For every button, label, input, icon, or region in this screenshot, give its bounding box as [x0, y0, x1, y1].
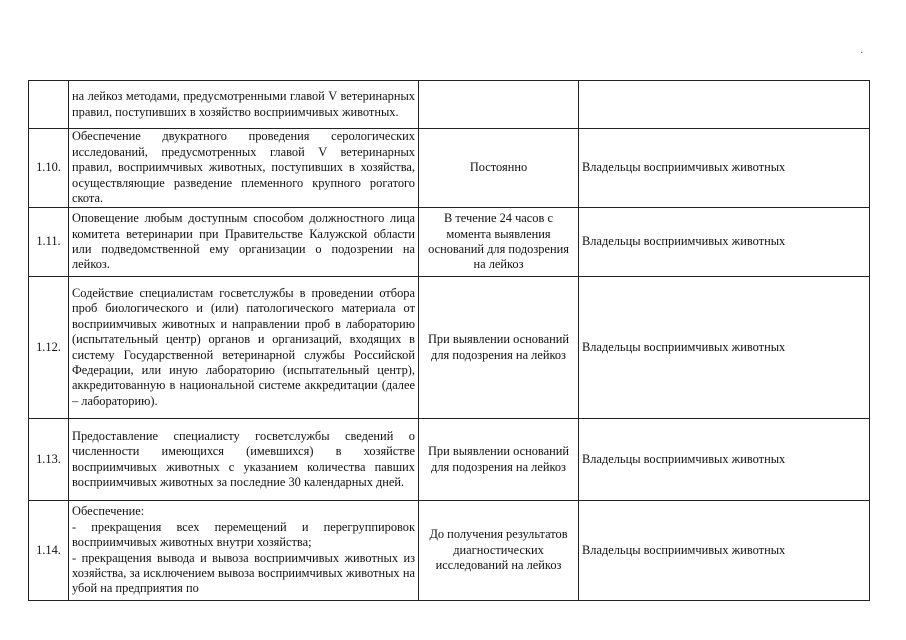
measures-table	[28, 80, 870, 601]
table-row	[29, 501, 870, 601]
row-number: 1.11.	[29, 208, 69, 277]
table-row	[29, 208, 870, 277]
row-number: 1.10.	[29, 129, 69, 208]
row-number	[29, 81, 69, 129]
row-number: 1.13.	[29, 419, 69, 501]
measure-description: Оповещение любым доступным способом должностного лица комитета ветеринарии при Правительстве Калужской области или подведомственной ему организации о подозрении на лейкоз.	[69, 208, 419, 277]
description-line: - прекращения вывода и вывоза восприимчивых животных из хозяйства, за исключением вывоза восприимчивых животных на убой на предприятия по	[72, 550, 415, 596]
measure-term: При выявлении оснований для подозрения на лейкоз	[419, 419, 579, 501]
measure-term: До получения результатов диагностических исследований на лейкоз	[419, 501, 579, 601]
measure-description: Предоставление специалисту госветслужбы сведений о численности имеющихся (имевшихся) в хозяйстве восприимчивых животных с указанием количества павших восприимчивых животных за последние 30 календарных дней.	[69, 419, 419, 501]
measure-term: В течение 24 часов с момента выявления оснований для подозрения на лейкоз	[419, 208, 579, 277]
table-row	[29, 277, 870, 419]
measure-responsible: Владельцы восприимчивых животных	[579, 277, 870, 419]
row-number: 1.12.	[29, 277, 69, 419]
measure-term: Постоянно	[419, 129, 579, 208]
measure-responsible	[579, 81, 870, 129]
measure-description: на лейкоз методами, предусмотренными главой V ветеринарных правил, поступивших в хозяйство восприимчивых животных.	[69, 81, 419, 129]
description-line: - прекращения всех перемещений и перегруппировок восприимчивых животных внутри хозяйства;	[72, 519, 415, 550]
measure-description: Обеспечение двукратного проведения серологических исследований, предусмотренных главой V ветеринарных правил, восприимчивых животных, поступивших в хозяйства, осуществляющие разведение племенного крупного рогатого скота.	[69, 129, 419, 208]
measure-responsible: Владельцы восприимчивых животных	[579, 501, 870, 601]
measure-description	[69, 501, 419, 601]
measure-term	[419, 81, 579, 129]
measure-responsible: Владельцы восприимчивых животных	[579, 419, 870, 501]
row-number: 1.14.	[29, 501, 69, 601]
measure-responsible: Владельцы восприимчивых животных	[579, 208, 870, 277]
table-row	[29, 129, 870, 208]
table-row	[29, 81, 870, 129]
measure-responsible: Владельцы восприимчивых животных	[579, 129, 870, 208]
scan-mark: ·	[860, 48, 864, 59]
measure-description: Содействие специалистам госветслужбы в проведении отбора проб биологического и (или) патологического материала от восприимчивых животных и направлении проб в лабораторию (испытательный центр) органов и организаций, входящих в систему Государственной ветеринарной службы Российской Федерации, или иную лабораторию (испытательный центр), аккредитованную в национальной системе аккредитации (далее – лабораторию).	[69, 277, 419, 419]
description-line: Обеспечение:	[72, 504, 145, 519]
measure-term: При выявлении оснований для подозрения на лейкоз	[419, 277, 579, 419]
table-row	[29, 419, 870, 501]
